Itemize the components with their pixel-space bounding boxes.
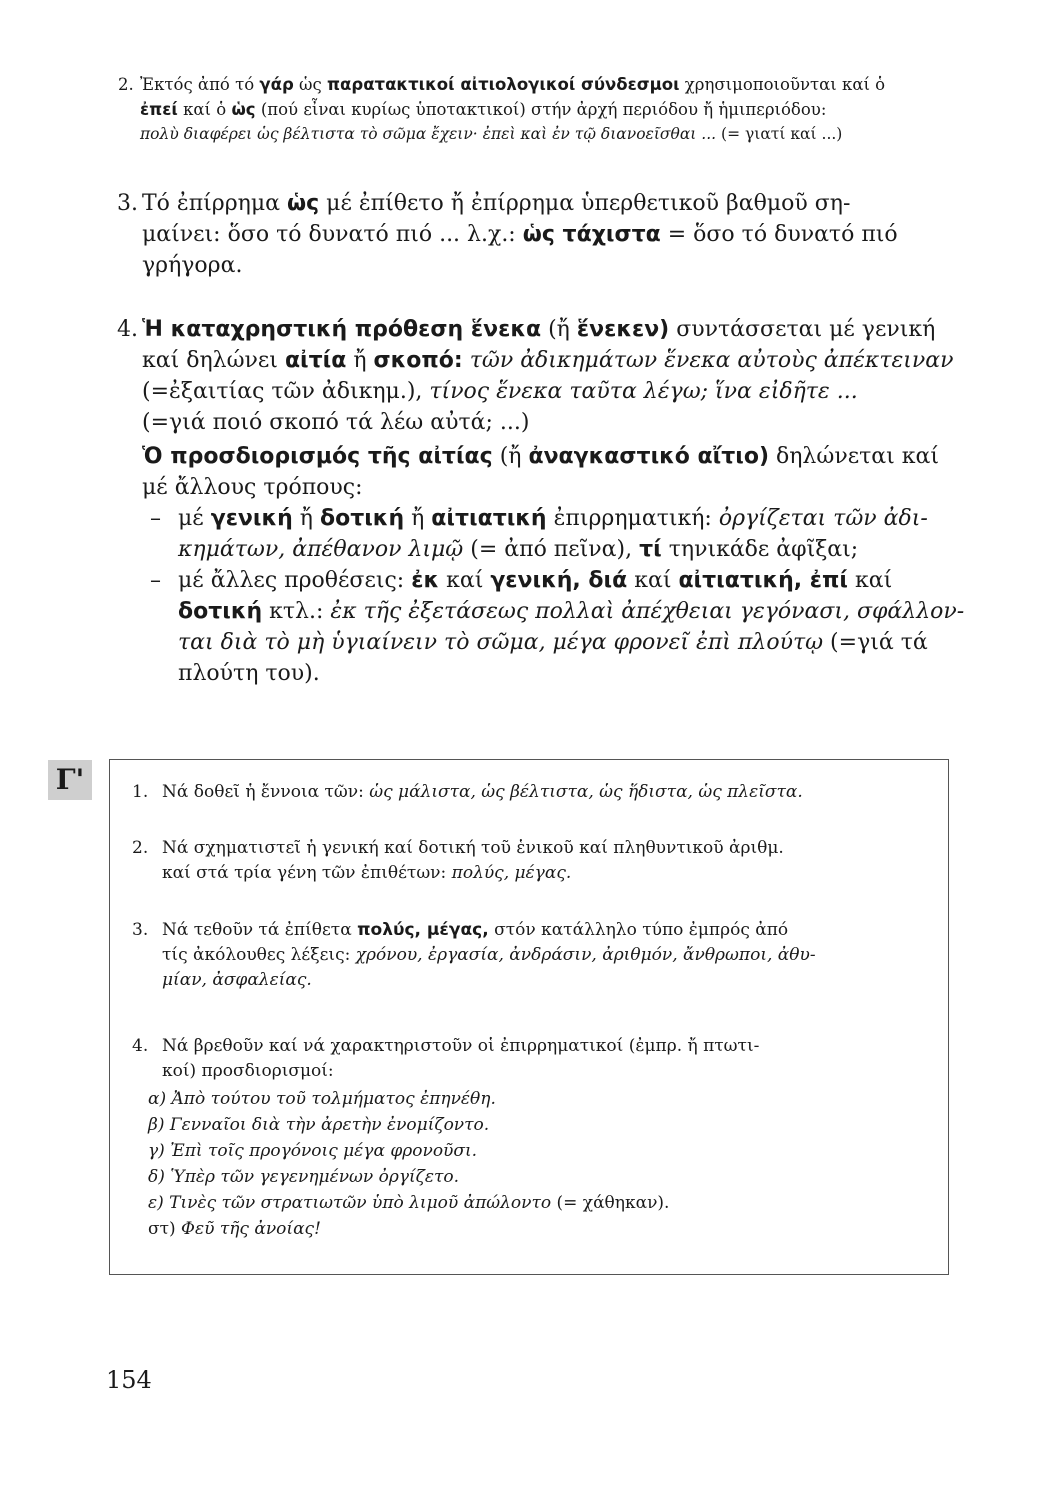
exercise-4-sentence bbox=[148, 1164, 938, 1190]
text-run: κοί) προσδιορισμοί: bbox=[162, 1061, 334, 1081]
cause-point-2-line-3 bbox=[178, 627, 963, 658]
text-run: μέ ἄλλες προθέσεις: bbox=[178, 568, 412, 593]
exercise-4-sentence bbox=[148, 1112, 938, 1138]
text-run: τῶν ἀδικημάτων ἕνεκα αὐτοὺς ἀπέκτειναν bbox=[462, 348, 954, 373]
text-run: Ἐκτός ἀπό τό bbox=[140, 75, 260, 94]
text-run: παρατακτικοί αἰτιολογικοί σύνδεσμοι bbox=[327, 75, 680, 94]
item-4-text bbox=[142, 314, 957, 438]
item-2-line-1 bbox=[140, 72, 960, 97]
text-run: αἰτία bbox=[284, 348, 347, 373]
text-run: δ) bbox=[148, 1167, 171, 1187]
exercise-2-line-2 bbox=[162, 861, 942, 886]
text-run: καί ὁ bbox=[177, 100, 232, 119]
text-run: σκοπό: bbox=[373, 348, 463, 373]
cause-dash-2: – bbox=[150, 568, 161, 593]
text-run: χρησιμοποιοῦνται καί ὁ bbox=[679, 75, 886, 94]
text-run: τηνικάδε ἀφῖξαι; bbox=[661, 537, 859, 562]
text-run: γενική, διά bbox=[490, 568, 628, 593]
text-run: (=γιά ποιό σκοπό τά λέω αὐτά; ...) bbox=[142, 410, 530, 435]
text-run: Νά τεθοῦν τά ἐπίθετα bbox=[162, 920, 358, 940]
text-run: μέ ἐπίθετο ἤ ἐπίρρημα ὑπερθετικοῦ βαθμοῦ ση- bbox=[319, 191, 851, 216]
text-run: (ἤ bbox=[492, 444, 529, 469]
exercise-4-sentences bbox=[148, 1086, 938, 1242]
exercise-1 bbox=[162, 780, 942, 805]
text-run: Ἀπὸ τούτου τοῦ τολμήματος ἐπηνέθη. bbox=[171, 1089, 496, 1109]
text-run: στ) bbox=[148, 1219, 182, 1239]
text-run: (=ἐξαιτίας τῶν ἀδικημ.), bbox=[142, 379, 430, 404]
text-run: κτλ.: bbox=[262, 599, 331, 624]
item-2-number: 2. bbox=[118, 75, 134, 94]
item-4-line-1 bbox=[142, 314, 957, 345]
text-run: (ἤ bbox=[541, 317, 577, 342]
text-run: καί bbox=[848, 568, 893, 593]
text-run: πλούτη του). bbox=[178, 661, 320, 686]
text-run: (= γιατί καί ...) bbox=[716, 125, 843, 143]
text-run: ἕνεκεν) bbox=[576, 317, 670, 342]
text-run: ἤ bbox=[346, 348, 374, 373]
item-2-line-2 bbox=[140, 97, 960, 122]
text-run: ὡς μάλιστα, ὡς βέλτιστα, ὡς ἥδιστα, ὡς πλεῖστα. bbox=[369, 782, 803, 802]
exercise-3-line-2 bbox=[162, 943, 942, 968]
text-run: ἐπιρρηματική: bbox=[546, 506, 719, 531]
text-run: Γενναῖοι διὰ τὴν ἀρετὴν ἐνομίζοντο. bbox=[169, 1115, 490, 1135]
cause-point-2 bbox=[178, 565, 963, 689]
cause-point-2-line-2 bbox=[178, 596, 963, 627]
text-run: τί bbox=[639, 537, 662, 562]
exercise-1-line-1 bbox=[162, 780, 942, 805]
cause-point-1-line-1 bbox=[178, 503, 963, 534]
text-run: Νά δοθεῖ ἡ ἔννοια τῶν: bbox=[162, 782, 370, 802]
text-run: Τό ἐπίρρημα bbox=[142, 191, 287, 216]
exercise-4-sentence bbox=[148, 1086, 938, 1112]
text-run: Ἡ καταχρηστική πρόθεση ἕνεκα bbox=[142, 317, 542, 342]
text-run: = ὅσο τό δυνατό πιό bbox=[660, 222, 898, 247]
text-run: ἐπεί bbox=[140, 100, 178, 119]
item-3-line-1 bbox=[142, 188, 957, 219]
text-run: Νά σχηματιστεῖ ἡ γενική καί δοτική τοῦ ἑνικοῦ καί πληθυντικοῦ ἀριθμ. bbox=[162, 838, 784, 858]
cause-paragraph bbox=[142, 441, 957, 503]
text-run: β) bbox=[148, 1115, 170, 1135]
exercise-4 bbox=[162, 1034, 942, 1084]
text-run: στόν κατάλληλο τύπο ἐμπρός ἀπό bbox=[488, 920, 789, 940]
text-run: γρήγορα. bbox=[142, 253, 243, 278]
text-run: (πού εἶναι κυρίως ὑποτακτικοί) στήν ἀρχή περιόδου ἤ ἡμιπεριόδου: bbox=[255, 100, 827, 119]
text-run: ὡς bbox=[231, 100, 256, 119]
text-run: πολύς, μέγας, bbox=[357, 920, 489, 940]
text-run: μίαν, ἀσφαλείας. bbox=[162, 970, 312, 990]
exercise-3-number: 3. bbox=[132, 920, 149, 940]
text-run: Ὁ προσδιορισμός τῆς αἰτίας bbox=[142, 444, 493, 469]
text-run: Φεῦ τῆς ἀνοίας! bbox=[181, 1219, 321, 1239]
text-run: μέ ἄλλους τρόπους: bbox=[142, 475, 363, 500]
item-4-line-3 bbox=[142, 376, 957, 407]
exercise-4-sentence bbox=[148, 1216, 938, 1242]
text-run: ὡς bbox=[293, 75, 327, 94]
cause-point-2-line-4 bbox=[178, 658, 963, 689]
exercise-2-number: 2. bbox=[132, 838, 149, 858]
cause-line-2 bbox=[142, 472, 957, 503]
text-run: δηλώνεται καί bbox=[769, 444, 939, 469]
item-3-text bbox=[142, 188, 957, 281]
item-3-number: 3. bbox=[117, 191, 138, 216]
text-run: α) bbox=[148, 1089, 172, 1109]
item-4-number: 4. bbox=[117, 317, 138, 342]
text-run: (=γιά τά bbox=[823, 630, 928, 655]
exercise-2-line-1 bbox=[162, 836, 942, 861]
text-run: Ὑπὲρ τῶν γεγενημένων ὀργίζετο. bbox=[170, 1167, 460, 1187]
cause-dash-1: – bbox=[150, 506, 161, 531]
text-run: μαίνει: ὅσο τό δυνατό πιό ... λ.χ.: bbox=[142, 222, 523, 247]
text-run: μέ bbox=[178, 506, 211, 531]
text-run: αἰτιατική, ἐπί bbox=[678, 568, 848, 593]
text-run: καί στά τρία γένη τῶν ἐπιθέτων: bbox=[162, 863, 452, 883]
text-run: ἐκ τῆς ἐξετάσεως πολλαὶ ἀπέχθειαι γεγόνασι, σφάλλον- bbox=[330, 599, 965, 624]
text-run: ἤ bbox=[292, 506, 320, 531]
exercise-3-line-3 bbox=[162, 968, 942, 993]
exercise-3-line-1 bbox=[162, 918, 942, 943]
text-run: χρόνου, ἐργασία, ἀνδράσιν, ἀριθμόν, ἄνθρωποι, ἀθυ- bbox=[355, 945, 816, 965]
text-run: τίς ἀκόλουθες λέξεις: bbox=[162, 945, 356, 965]
section-gamma-label: Γ' bbox=[48, 760, 92, 800]
text-run: ὀργίζεται τῶν ἀδι- bbox=[718, 506, 928, 531]
exercise-2 bbox=[162, 836, 942, 886]
text-run: πολύς, μέγας. bbox=[451, 863, 572, 883]
page-number: 154 bbox=[106, 1366, 152, 1394]
text-run: ἤ bbox=[404, 506, 432, 531]
exercise-4-line-2 bbox=[162, 1059, 942, 1084]
cause-point-1-line-2 bbox=[178, 534, 963, 565]
text-run: (= χάθηκαν). bbox=[551, 1193, 670, 1213]
exercise-4-line-1 bbox=[162, 1034, 942, 1059]
text-run: ὡς τάχιστα bbox=[522, 222, 661, 247]
text-run: δοτική bbox=[319, 506, 405, 531]
text-run: γενική bbox=[210, 506, 293, 531]
exercise-1-number: 1. bbox=[132, 782, 149, 802]
text-run: αἰτιατική bbox=[431, 506, 547, 531]
text-run: ἐκ bbox=[411, 568, 440, 593]
text-run: πολὺ διαφέρει ὡς βέλτιστα τὸ σῶμα ἔχειν· ἐπεὶ καὶ ἐν τῷ διανοεῖσθαι ... bbox=[140, 125, 717, 143]
text-run: ε) bbox=[148, 1193, 170, 1213]
text-run: Ἐπὶ τοῖς προγόνοις μέγα φρονοῦσι. bbox=[170, 1141, 478, 1161]
item-4-line-4 bbox=[142, 407, 957, 438]
text-run: κημάτων, ἀπέθανον λιμῷ bbox=[178, 537, 464, 562]
item-4-line-2 bbox=[142, 345, 957, 376]
item-3-line-2 bbox=[142, 219, 957, 250]
text-run: καί bbox=[627, 568, 679, 593]
text-run: ται διὰ τὸ μὴ ὑγιαίνειν τὸ σῶμα, μέγα φρονεῖ ἐπὶ πλούτῳ bbox=[178, 630, 824, 655]
text-run: ὡς bbox=[287, 191, 320, 216]
text-run: δοτική bbox=[178, 599, 263, 624]
exercise-4-number: 4. bbox=[132, 1036, 149, 1056]
item-2-line-3 bbox=[140, 122, 960, 147]
text-run: καί bbox=[439, 568, 491, 593]
text-run: συντάσσεται μέ γενική bbox=[669, 317, 936, 342]
cause-point-1 bbox=[178, 503, 963, 565]
text-run: Νά βρεθοῦν καί νά χαρακτηριστοῦν οἱ ἐπιρρηματικοί (ἐμπρ. ἤ πτωτι- bbox=[162, 1036, 760, 1056]
exercise-3 bbox=[162, 918, 942, 993]
cause-line-1 bbox=[142, 441, 957, 472]
text-run: τίνος ἕνεκα ταῦτα λέγω; ἵνα εἰδῆτε ... bbox=[429, 379, 858, 404]
text-run: ἀναγκαστικό αἴτιο) bbox=[528, 444, 770, 469]
cause-point-2-line-1 bbox=[178, 565, 963, 596]
exercise-4-sentence bbox=[148, 1138, 938, 1164]
text-run: (= ἀπό πεῖνα), bbox=[463, 537, 640, 562]
text-run: καί δηλώνει bbox=[142, 348, 285, 373]
text-run: γ) bbox=[148, 1141, 171, 1161]
text-run: Τινὲς τῶν στρατιωτῶν ὑπὸ λιμοῦ ἀπώλοντο bbox=[169, 1193, 552, 1213]
item-3-line-3 bbox=[142, 250, 957, 281]
text-run: γάρ bbox=[259, 75, 294, 94]
item-2-text bbox=[140, 72, 960, 147]
exercise-4-sentence bbox=[148, 1190, 938, 1216]
